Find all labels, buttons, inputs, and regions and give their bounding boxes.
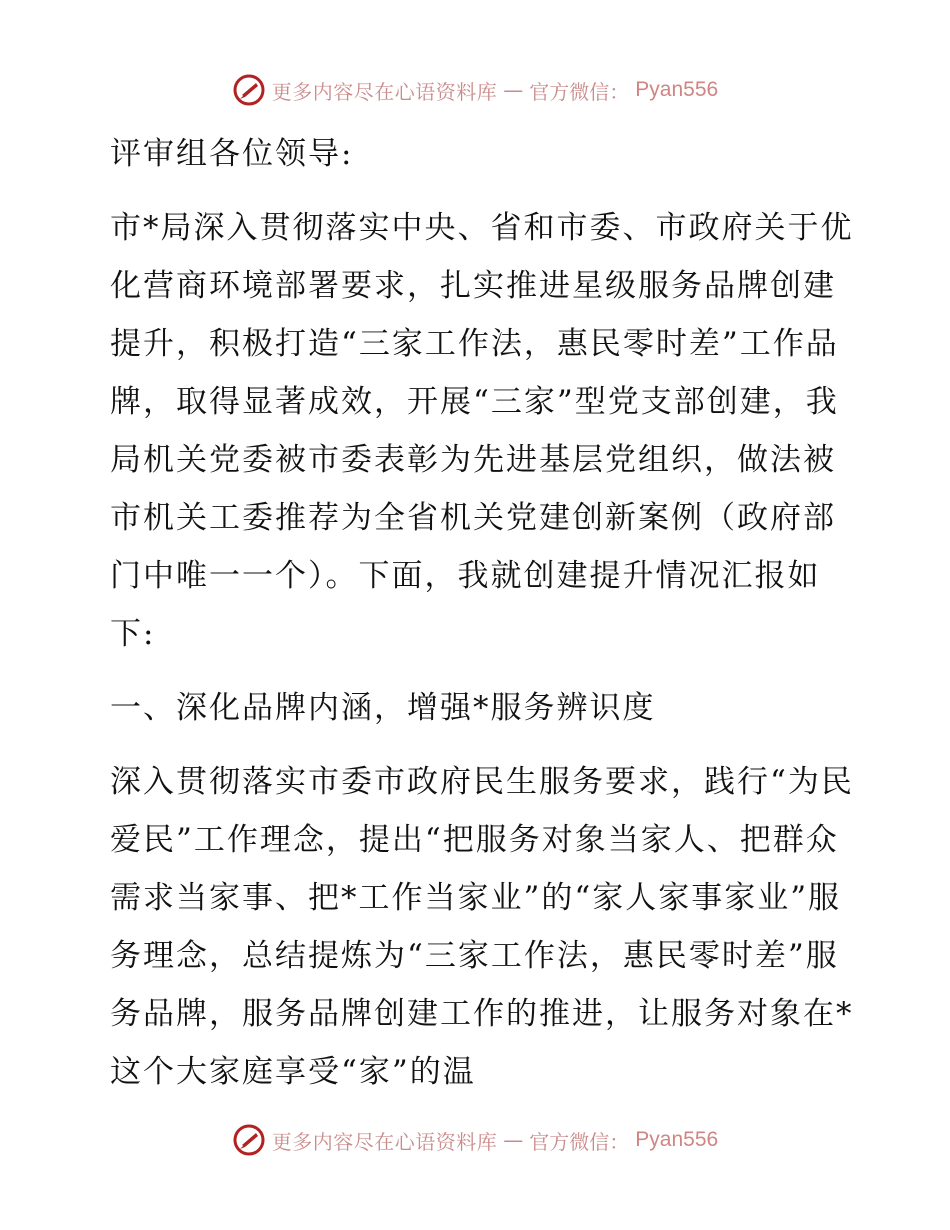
paragraph-intro: 市*局深入贯彻落实中央、省和市委、市政府关于优化营商环境部署要求，扎实推进星级服务品牌创建提升，积极打造“三家工作法，惠民零时差”工作品牌，取得显著成效，开展“三家”型党支部创建，我局机关党委被市委表彰为先进基层党组织，做法被市机关工委推荐为全省机关党建创新案例（政府部门中唯一一个）。下面，我就创建提升情况汇报如下:	[110, 210, 854, 652]
banner-separator: —	[503, 78, 524, 102]
section-heading-1: 一、深化品牌内涵，增强*服务辨识度	[110, 690, 656, 726]
banner-wechat-id: Pyan556	[635, 1128, 719, 1151]
banner-wechat-label: 官方微信：	[529, 79, 630, 104]
header-banner	[0, 70, 950, 110]
brand-logo-icon	[232, 73, 266, 107]
banner-main-text: 更多内容尽在心语资料库	[271, 79, 498, 104]
document-body	[98, 125, 858, 1101]
banner-wechat-id: Pyan556	[635, 78, 719, 101]
greeting: 评审组各位领导:	[110, 136, 354, 172]
banner-wechat-label: 官方微信：	[529, 1129, 630, 1154]
banner-main-text: 更多内容尽在心语资料库	[271, 1129, 498, 1154]
banner-separator: —	[503, 1128, 524, 1152]
footer-banner	[0, 1120, 950, 1160]
paragraph-section-1: 深入贯彻落实市委市政府民生服务要求，践行“为民爱民”工作理念，提出“把服务对象当家人、把群众需求当家事、把*工作当家业”的“家人家事家业”服务理念，总结提炼为“三家工作法，惠民零时差”服务品牌，服务品牌创建工作的推进，让服务对象在*这个大家庭享受“家”的温	[110, 764, 854, 1090]
brand-logo-icon	[232, 1123, 266, 1157]
